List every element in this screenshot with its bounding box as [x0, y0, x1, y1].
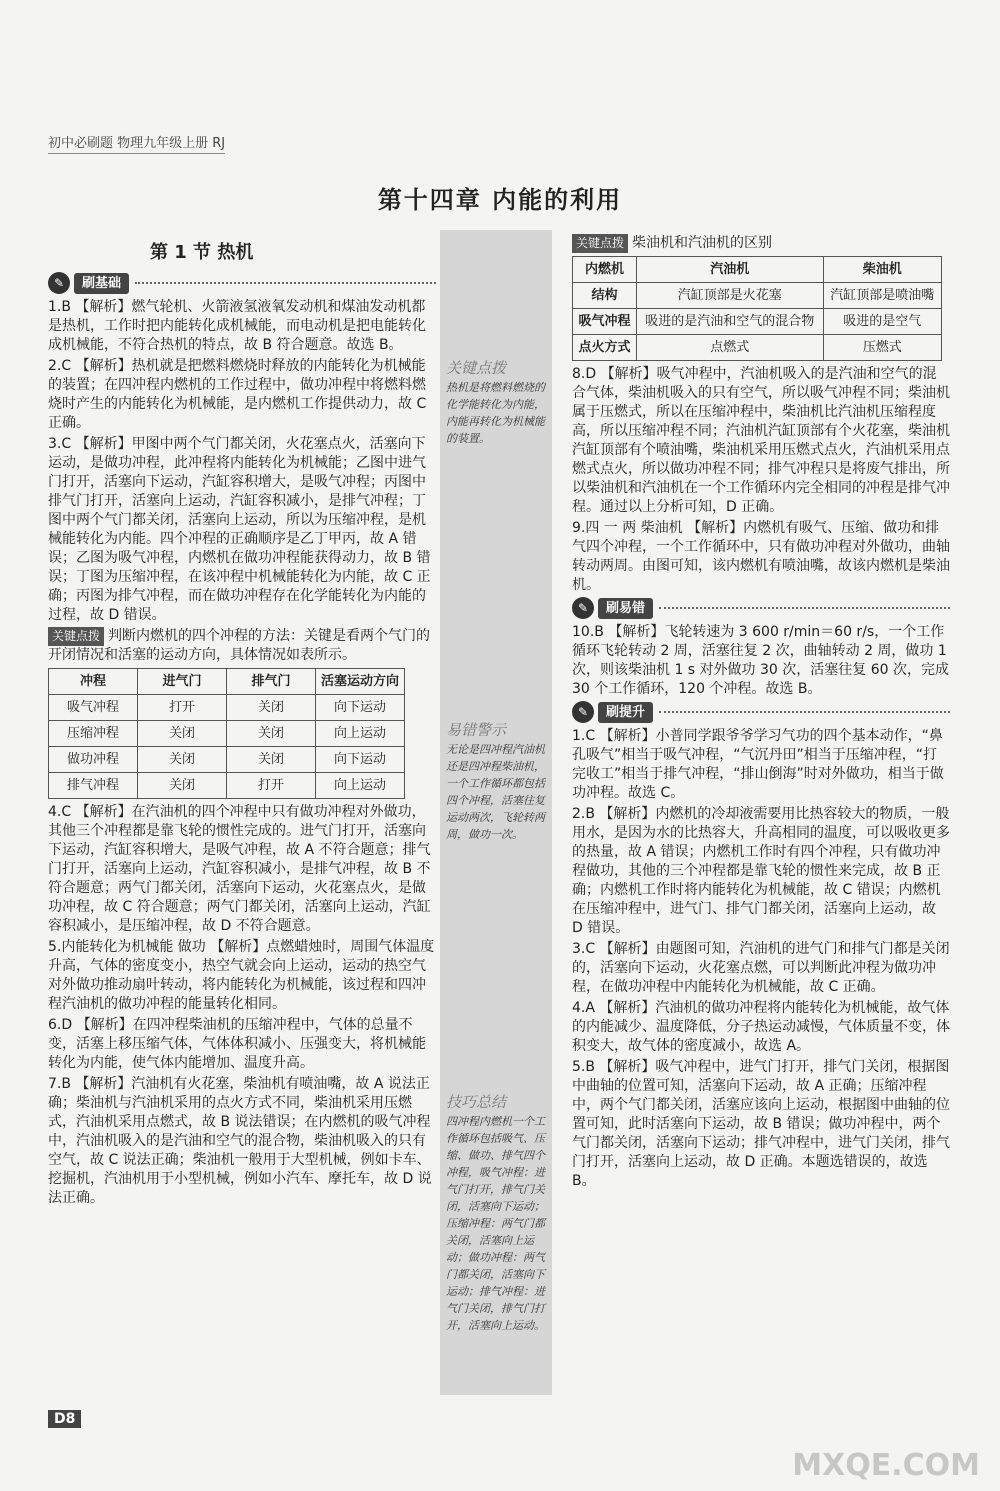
- table-cell: 吸气冲程: [49, 695, 138, 721]
- table-cell: 向下运动: [316, 695, 405, 721]
- table-cell: 打开: [227, 773, 316, 799]
- side-note-text: 四冲程内燃机一个工作循环包括吸气、压缩、做功、排气四个冲程，吸气冲程：进气门打开，排气门关闭，活塞向下运动；压缩冲程：两气门都关闭，活塞向上运动；做功冲程：两气门都关闭，活塞向下运动；排气冲程：进气门关闭，排气门打开，活塞向上运动。: [446, 1115, 545, 1332]
- table-header: 活塞运动方向: [316, 669, 405, 695]
- table-cell: 打开: [138, 695, 227, 721]
- answer-item: 4.C 【解析】在汽油机的四个冲程中只有做功冲程对外做功，其他三个冲程都是靠飞轮的惯性完成的。进气门打开，活塞向下运动，汽缸容积增大，是吸气冲程，故 A 不符合题意；排气门打开，活塞向上运动，汽缸容积减小，是排气冲程，故 B 不符合题意；两气门都关闭，活塞向下运动，火花塞点火，是做功冲程，故 C 符合题意；两气门都关闭，活塞向上运动，汽缸容积减小，是压缩冲程，故 D 不符合题意。: [48, 804, 431, 934]
- side-note-3: [446, 1094, 548, 1334]
- answer-item: 2.B 【解析】内燃机的冷却液需要用比热容较大的物质，一般用水，是因为水的比热容大，升高相同的温度，可以吸收更多的热量，故 A 错误；内燃机工作时有四个冲程，只有做功冲程做功，其他的三个冲程都是靠飞轮的惯性来完成，故 B 正确；内燃机工作时将内能转化为机械能，故 C 错误；内燃机在压缩冲程中，进气门、排气门都关闭，活塞向上运动，故 D 错误。: [572, 806, 950, 936]
- key-point: [572, 234, 950, 253]
- dotted-divider: [659, 607, 950, 609]
- answer-item: 9.四 一 两 柴油机 【解析】内燃机有吸气、压缩、做功和排气四个冲程，一个工作循环中，只有做功冲程对外做功，曲轴转动两周。由图可知，该内燃机有喷油嘴，故该内燃机是柴油机。: [572, 520, 950, 593]
- table-cell: 向上运动: [316, 721, 405, 747]
- answer-item: 6.D 【解析】在四冲程柴油机的压缩冲程中，气体的总量不变，活塞上移压缩气体，气体体积减小、压强变大，将机械能转化为内能，使气体内能增加、温度升高。: [48, 1017, 426, 1071]
- table-row: [49, 695, 405, 721]
- dotted-divider: [659, 711, 950, 713]
- answer-item: 3.C 【解析】由题图可知，汽油机的进气门和排气门都是关闭的，活塞向下运动，火花塞点燃，可以判断此冲程为做功冲程，在做功冲程中内能转化为机械能，故 C 正确。: [572, 941, 950, 995]
- answer-item: 4.A 【解析】汽油机的做功冲程将内能转化为机械能，故气体的内能减少、温度降低，分子热运动减慢，气体质量不变，体积变大，故气体的密度减小，故选 A。: [572, 1000, 950, 1054]
- badge-up: [572, 701, 950, 723]
- side-note-title: 技巧总结: [446, 1093, 507, 1111]
- answer-item: 5.B 【解析】吸气冲程中，进气门打开，排气门关闭，根据图中曲轴的位置可知，活塞向下运动，故 A 正确；压缩冲程中，两个气门都关闭，活塞应该向上运动，根据图中曲轴的位置可知，此时活塞向下运动，故 B 错误；做功冲程中，两个气门都关闭，活塞向下运动；排气冲程中，进气门关闭，排气门打开，活塞向上运动，故 D 正确。本题选错误的，故选 B。: [572, 1059, 950, 1189]
- table-cell: 汽缸顶部是喷油嘴: [823, 283, 941, 309]
- section-title: 第 1 节 热机: [150, 242, 254, 263]
- answer-item: 7.B 【解析】汽油机有火花塞，柴油机有喷油嘴，故 A 说法正确；柴油机与汽油机采用的点火方式不同，柴油机采用压燃式，汽油机采用点燃式，故 B 说法错误；在内燃机的吸气冲程中，汽油机吸入的是汽油和空气的混合物，柴油机吸入的只有空气，故 C 说法正确；柴油机一般用于大型机械，例如卡车、挖掘机，汽油机用于小型机械，例如小汽车、摩托车，故 D 说法正确。: [48, 1076, 432, 1206]
- table-header: 内燃机: [573, 257, 637, 283]
- table-cell: 关闭: [138, 747, 227, 773]
- book-icon: ✎: [572, 597, 594, 619]
- table-cell: 做功冲程: [49, 747, 138, 773]
- answer-item: 2.C 【解析】热机就是把燃料燃烧时释放的内能转化为机械能的装置；在四冲程内燃机的工作过程中，做功冲程中将燃料燃烧时产生的内能转化为机械能，是内燃机工作提供动力，故 C 正确。: [48, 358, 427, 431]
- table-header: 冲程: [49, 669, 138, 695]
- table-header-row: [49, 669, 405, 695]
- table-row: [573, 335, 942, 361]
- page-number: D8: [48, 1410, 81, 1428]
- table-cell: 向下运动: [316, 747, 405, 773]
- table-cell: 关闭: [227, 695, 316, 721]
- dotted-divider: [135, 282, 436, 284]
- badge-label: 刷易错: [598, 598, 653, 619]
- table-cell: 关闭: [138, 721, 227, 747]
- right-column: [572, 234, 950, 1193]
- table-row: [573, 309, 942, 335]
- key-point-tag: 关键点拨: [48, 627, 104, 646]
- table-cell: 点火方式: [573, 335, 637, 361]
- key-point-tag: 关键点拨: [572, 234, 628, 253]
- badge-label: 刷基础: [74, 273, 129, 294]
- table-cell: 关闭: [138, 773, 227, 799]
- book-header: 初中必刷题 物理九年级上册 RJ: [48, 132, 225, 154]
- key-point-text: 柴油机和汽油机的区别: [632, 235, 773, 251]
- badge-basic: [48, 272, 436, 294]
- table-header: 汽油机: [636, 257, 823, 283]
- answer-item: 1.B 【解析】燃气轮机、火箭液氢液氧发动机和煤油发动机都是热机，工作时把内能转化成机械能，而电动机是把电能转化成机械能，不符合热机的特点，故 B 符合题意。故选 B。: [48, 299, 426, 353]
- table-cell: 汽缸顶部是火花塞: [636, 283, 823, 309]
- table-row: [573, 283, 942, 309]
- badge-label: 刷提升: [598, 702, 653, 723]
- chapter-title: 第十四章 内能的利用: [377, 186, 623, 214]
- answer-item: 10.B 【解析】飞轮转速为 3 600 r/min＝60 r/s，一个工作循环飞轮转动 2 周，活塞往复 2 次，曲轴转动 2 周，做功 1 次，则该柴油机 1 s 对外做功 30 次，活塞往复 60 次，完成 30 个工作循环，120 个冲程。故选 B。: [572, 624, 949, 697]
- table-cell: 关闭: [227, 747, 316, 773]
- table-header-row: [573, 257, 942, 283]
- answer-item: 8.D 【解析】吸气冲程中，汽油机吸入的是汽油和空气的混合气体，柴油机吸入的只有空气，所以吸气冲程不同；柴油机属于压燃式，所以在压缩冲程中，柴油机比汽油机压缩程度高，所以压缩冲程不同；汽油机汽缸顶部有个火花塞，柴油机汽缸顶部有个喷油嘴，柴油机采用压燃式点火，汽油机采用点燃式点火，所以做功冲程不同；排气冲程只是将废气排出，所以柴油机和汽油机在一个工作循环内完全相同的冲程是排气冲程。通过以上分析可知，D 正确。: [572, 366, 950, 515]
- side-note-text: 无论是四冲程汽油机还是四冲程柴油机，一个工作循环都包括四个冲程，活塞往复运动两次，飞轮转两周，做功一次。: [446, 743, 545, 841]
- key-point: [48, 627, 436, 665]
- table-cell: 关闭: [227, 721, 316, 747]
- table-header: 柴油机: [823, 257, 941, 283]
- side-note-1: [446, 360, 548, 447]
- table-cell: 吸气冲程: [573, 309, 637, 335]
- table-cell: 吸进的是汽油和空气的混合物: [636, 309, 823, 335]
- table-cell: 吸进的是空气: [823, 309, 941, 335]
- side-note-2: [446, 722, 548, 843]
- side-note-title: 关键点拨: [446, 359, 507, 377]
- answer-item: 3.C 【解析】甲图中两个气门都关闭，火花塞点火，活塞向下运动，是做功冲程，此冲程将内能转化为机械能；乙图中进气门打开，活塞向下运动，汽缸容积增大，是吸气冲程；丙图中排气门打开，活塞向上运动，汽缸容积减小，是排气冲程；丁图中两个气门都关闭，活塞向上运动，所以为压缩冲程，是机械能转化为内能。四个冲程的正确顺序是乙丁甲丙，故 A 错误；乙图为吸气冲程，内燃机在做功冲程能获得动力，故 B 错误；丁图为压缩冲程，在该冲程中机械能转化为内能，故 C 正确；丙图为排气冲程，而在做功冲程存在化学能转化为内能的过程，故 D 错误。: [48, 436, 431, 623]
- stroke-table: [48, 668, 405, 799]
- table-row: [49, 773, 405, 799]
- book-icon: ✎: [572, 701, 594, 723]
- table-cell: 压燃式: [823, 335, 941, 361]
- badge-easy: [572, 597, 950, 619]
- left-column: [48, 270, 436, 1210]
- table-header: 进气门: [138, 669, 227, 695]
- table-row: [49, 747, 405, 773]
- table-row: [49, 721, 405, 747]
- book-icon: ✎: [48, 272, 70, 294]
- watermark: MXQE.COM: [792, 1448, 980, 1483]
- table-cell: 向上运动: [316, 773, 405, 799]
- engine-compare-table: [572, 256, 942, 361]
- table-header: 排气门: [227, 669, 316, 695]
- table-cell: 排气冲程: [49, 773, 138, 799]
- side-note-text: 热机是将燃料燃烧的化学能转化为内能，内能再转化为机械能的装置。: [446, 381, 545, 445]
- key-point-text: 判断内燃机的四个冲程的方法：关键是看两个气门的开闭情况和活塞的运动方向，具体情况如表所示。: [48, 628, 431, 663]
- table-cell: 点燃式: [636, 335, 823, 361]
- table-cell: 结构: [573, 283, 637, 309]
- answer-item: 1.C 【解析】小普同学跟爷爷学习气功的四个基本动作，“鼻孔吸气”相当于吸气冲程，“气沉丹田”相当于压缩冲程，“打完收工”相当于排气冲程，“排山倒海”时对外做功，相当于做功冲程。故选 C。: [572, 728, 944, 801]
- table-cell: 压缩冲程: [49, 721, 138, 747]
- answer-item: 5.内能转化为机械能 做功 【解析】点燃蜡烛时，周围气体温度升高，气体的密度变小，热空气就会向上运动，运动的热空气对外做功推动扇叶转动，将内能转化为机械能，该过程和四冲程汽油机的做功冲程的能量转化相同。: [48, 939, 435, 1012]
- side-note-title: 易错警示: [446, 721, 507, 739]
